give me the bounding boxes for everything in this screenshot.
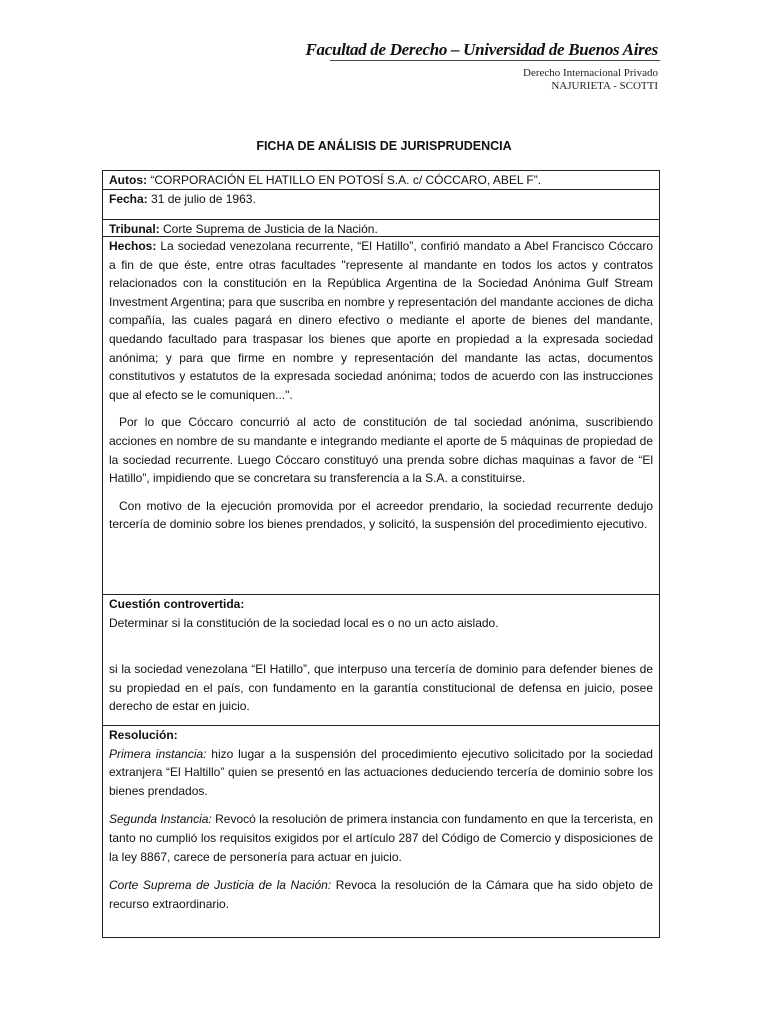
subject-name: Derecho Internacional Privado: [523, 67, 658, 79]
hechos-paragraph-2: Por lo que Cóccaro concurrió al acto de constitución de tal sociedad anónima, suscribiendo acciones en nombre de su mandante e integrando mediante el aporte de 5 máquinas de propiedad de la sociedad recurrente. Luego Cóccaro constituyó una prenda sobre dichas maquinas a favor de “El Hatillo”, impidiendo que se concretara su transferencia a la S.A. a constituirse.: [109, 415, 653, 486]
autos-row: [103, 171, 659, 189]
analysis-table: [102, 170, 660, 938]
tribunal-label: Tribunal:: [109, 222, 160, 236]
segunda-instancia-paragraph: [109, 810, 653, 866]
segunda-instancia-text: Revocó la resolución de primera instancia con fundamento en que la tercerista, en tanto no cumplió los requisitos exigidos por el artículo 287 del Código de Comercio y disposiciones de la ley 8867, carece de personería para actuar en juicio.: [109, 812, 654, 864]
cuestion-row: [103, 594, 659, 725]
cuestion-label: Cuestión controvertida:: [109, 597, 245, 611]
primera-instancia-label: Primera instancia:: [109, 746, 207, 761]
professors-name: NAJURIETA - SCOTTI: [551, 80, 658, 92]
hechos-paragraph-3: Con motivo de la ejecución promovida por el acreedor prendario, la sociedad recurrente dedujo tercería de dominio sobre los bienes prendados, y solicitó, la suspensión del procedimiento ejecutivo.: [109, 498, 653, 532]
cuestion-paragraph-2: si la sociedad venezolana “El Hatillo”, que interpuso una tercería de dominio para defender bienes de su propiedad en el país, con fundamento en la garantía constitucional de defensa en juicio, posee derecho de estar en juicio.: [109, 662, 653, 714]
header-divider: [330, 60, 660, 61]
faculty-title: Facultad de Derecho – Universidad de Buenos Aires: [305, 40, 658, 59]
autos-value: “CORPORACIÓN EL HATILLO EN POTOSÍ S.A. c/ CÓCCARO, ABEL F”.: [147, 173, 542, 187]
tribunal-value: Corte Suprema de Justicia de la Nación.: [159, 222, 378, 236]
fecha-label: Fecha:: [109, 192, 148, 206]
resolucion-label: Resolución:: [109, 728, 178, 742]
hechos-label: Hechos:: [109, 239, 157, 253]
primera-instancia-text: hizo lugar a la suspensión del procedimiento ejecutivo solicitado por la sociedad extranjera “El Haltillo” quien se presentó en las actuaciones deduciendo tercería de dominio sobre los bienes prendados.: [109, 746, 653, 798]
document-title: FICHA DE ANÁLISIS DE JURISPRUDENCIA: [256, 139, 512, 153]
tribunal-row: [103, 219, 659, 236]
autos-label: Autos:: [109, 173, 147, 187]
corte-suprema-label: Corte Suprema de Justicia de la Nación:: [109, 878, 332, 893]
hechos-paragraph-1: [109, 237, 653, 404]
hechos-row: [103, 236, 659, 594]
fecha-row: [103, 189, 659, 219]
corte-suprema-paragraph: [109, 876, 653, 913]
primera-instancia-paragraph: [109, 745, 653, 801]
fecha-value: 31 de julio de 1963.: [147, 192, 256, 206]
hechos-text-1: La sociedad venezolana recurrente, “El Hatillo”, confirió mandato a Abel Francisco Cóccaro a fin de que éste, entre otras facultades "represente al mandante en todos los actos y contratos relacionados con la constitución en la República Argentina de la Sociedad Anónima Gulf Stream Investment Argentina; para que suscriba en nombre y representación del mandante acciones de dicha compañía, las cuales pagará en dinero efectivo o mediante el aporte de bienes del mandante, quedando facultado para traspasar los bienes que aporte en propiedad a la expresada sociedad anónima; y para que firme en nombre y representación del mandante las actas, documentos constitutivos y estatutos de la expresada sociedad anónima; todos de acuerdo con las instrucciones que al efecto se le comuniquen...".: [109, 239, 653, 402]
corte-suprema-text: Revoca la resolución de la Cámara que ha sido objeto de recurso extraordinario.: [109, 878, 653, 911]
cuestion-paragraph-1: Determinar si la constitución de la sociedad local es o no un acto aislado.: [109, 615, 499, 630]
resolucion-row: [103, 725, 659, 937]
segunda-instancia-label: Segunda Instancia:: [109, 812, 212, 827]
